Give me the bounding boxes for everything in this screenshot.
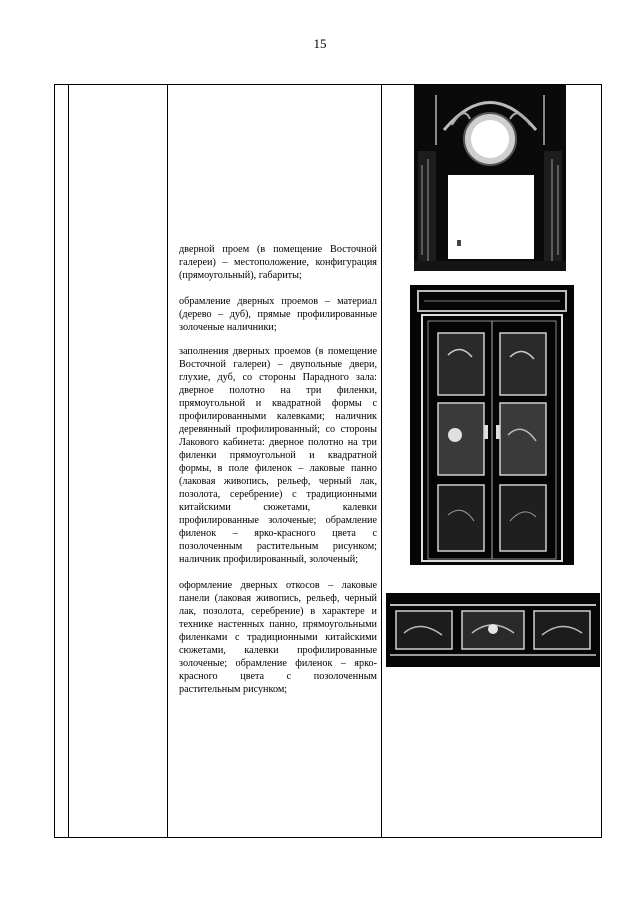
door-reveal-panel-photo [386,593,600,667]
paragraph-door-opening: дверной проем (в помещение Восточной галереи) – местоположение, конфигурация (прямоугольный), габариты; [179,244,377,281]
lacquer-door-photo [410,285,574,565]
paragraph-door-reveals: оформление дверных откосов – лаковые панели (лаковая живопись, рельеф, черный лак, позолота, серебрение) в характере и технике настенных панно, прямоугольными филенками с традиционными китайскими сюжетами, калевки профилированные золоченые; обрамление филенок – ярко-красного цвета с позолоченным растительным рисунком; [179,580,377,695]
page-number: 15 [313,36,327,51]
heritage-table [54,84,602,838]
photo-cell [382,85,603,837]
description-cell [173,85,377,837]
column-divider-2 [167,85,168,837]
paragraph-door-framing: обрамление дверных проемов – материал (дерево – дуб), прямые профилированные золоченые наличники; [179,296,377,333]
door-opening-photo [414,85,566,271]
paragraph-door-filling: заполнения дверных проемов (в помещение Восточной галереи) – двупольные двери, глухие, дуб, со стороны Парадного зала: дверное полотно на три филенки, прямоугольной и квадратной формы с профилированными калевками; наличник деревянный профилированный; со стороны Лакового кабинета: дверное полотно на три филенки прямоугольной и квадратной формы, в поле филенок – лаковые панно (лаковая живопись, рельеф, черный лак, позолота, серебрение) с традиционными китайскими сюжетами, калевки профилированные золоченые; обрамление филенок – ярко-красного цвета с позолоченным растительным рисунком; наличник профилированный, золоченый; [179,346,377,565]
column-divider-1 [68,85,69,837]
